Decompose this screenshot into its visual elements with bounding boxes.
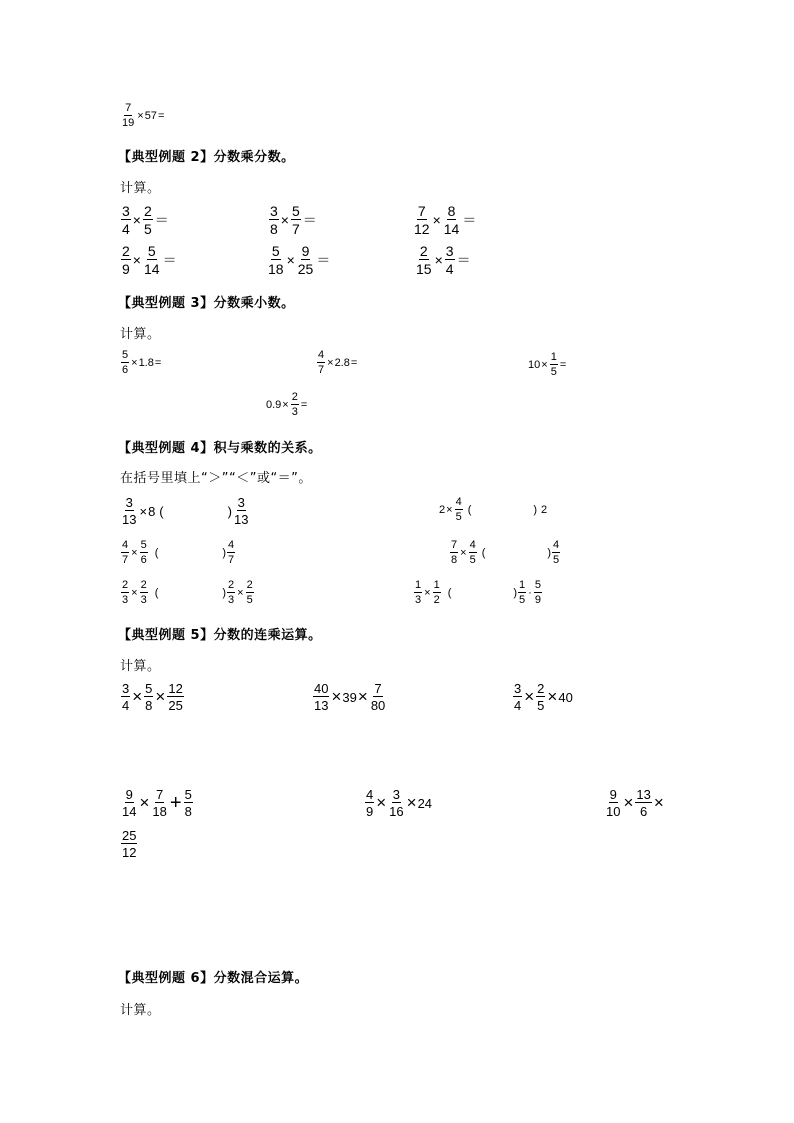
operator: = <box>154 357 162 369</box>
math-term: ( <box>154 547 159 559</box>
operator: × <box>623 793 634 812</box>
operator: × <box>406 793 417 812</box>
denominator: 3 <box>291 406 298 418</box>
ex4-problem-4 <box>449 540 561 566</box>
operator: ＝ <box>162 252 177 268</box>
operator: + <box>169 791 182 814</box>
numerator: 3 <box>270 203 278 219</box>
ex2-problem-3 <box>412 204 477 236</box>
fraction <box>450 540 458 566</box>
fraction <box>143 244 161 276</box>
numerator: 3 <box>125 495 133 510</box>
ex4-problem-5 <box>120 580 255 606</box>
fraction <box>184 788 193 818</box>
numerator: 4 <box>469 539 476 551</box>
denominator: 8 <box>451 554 458 566</box>
fraction <box>534 580 542 606</box>
operator: = <box>157 110 165 122</box>
numerator: 1 <box>415 579 422 591</box>
operator: ＝ <box>316 252 331 268</box>
top-expression <box>120 103 165 129</box>
denominator: 4 <box>122 221 130 237</box>
math-term: 2.8 <box>334 357 350 369</box>
denominator: 18 <box>268 261 284 277</box>
example-2-instruction: 计算。 <box>120 181 161 196</box>
numerator: 7 <box>417 203 426 219</box>
numerator: 2 <box>537 681 545 696</box>
numerator: 40 <box>314 681 329 696</box>
ex2-problem-5 <box>266 244 331 276</box>
math-term: 39 <box>342 689 357 705</box>
fraction <box>291 204 301 236</box>
operator: × <box>132 687 143 706</box>
operator: ＝ <box>154 212 169 228</box>
operator: × <box>446 504 453 516</box>
fraction <box>365 788 374 818</box>
numerator: 1 <box>433 579 440 591</box>
ex2-problem-2 <box>268 204 318 236</box>
operator: × <box>132 252 141 268</box>
numerator: 4 <box>228 539 235 551</box>
numerator: 7 <box>125 102 132 114</box>
denominator: 19 <box>122 117 135 129</box>
denominator: 14 <box>443 221 460 237</box>
denominator: 2 <box>433 594 440 606</box>
operator: = <box>350 357 358 369</box>
fraction <box>370 682 386 712</box>
ex4-problem-2 <box>439 497 547 523</box>
fraction <box>469 540 477 566</box>
fraction <box>513 682 522 712</box>
fraction <box>151 788 167 818</box>
ex4-problem-1 <box>120 496 250 526</box>
denominator: 14 <box>122 804 137 819</box>
ex5-problem-5 <box>364 788 432 818</box>
math-term: 0.9 <box>266 399 282 411</box>
numerator: 5 <box>271 243 280 259</box>
numerator: 5 <box>140 539 147 551</box>
fraction <box>121 244 131 276</box>
operator: = <box>300 399 308 411</box>
operator: × <box>376 793 387 812</box>
example-5-heading: 【典型例题 5】分数的连乘运算。 <box>118 628 322 643</box>
operator: × <box>460 547 467 559</box>
math-term: ) <box>513 587 518 599</box>
fraction <box>140 580 148 606</box>
operator: ＝ <box>462 212 477 228</box>
denominator: 7 <box>291 221 300 237</box>
numerator: 3 <box>445 243 454 259</box>
denominator: 9 <box>534 594 541 606</box>
operator: ＝ <box>456 252 471 268</box>
denominator: 7 <box>228 554 235 566</box>
operator: × <box>327 357 334 369</box>
ex3-problem-4 <box>266 392 308 418</box>
numerator: 13 <box>636 787 651 802</box>
numerator: 2 <box>228 579 235 591</box>
denominator: 9 <box>366 804 374 819</box>
operator: × <box>282 399 289 411</box>
denominator: 25 <box>297 261 314 277</box>
operator: × <box>131 357 138 369</box>
operator: = <box>559 359 567 371</box>
operator: × <box>653 793 664 812</box>
denominator: 5 <box>455 511 462 523</box>
fraction <box>144 682 153 712</box>
math-term: ( <box>467 504 472 516</box>
numerator: 3 <box>514 681 522 696</box>
denominator: 6 <box>640 804 648 819</box>
denominator: 12 <box>122 845 137 860</box>
math-term: ( <box>447 587 452 599</box>
example-4-instruction: 在括号里填上“＞”“＜”或“＝”。 <box>120 471 312 486</box>
operator: × <box>139 503 148 519</box>
numerator: 3 <box>392 787 401 802</box>
fraction <box>121 540 129 566</box>
numerator: 5 <box>291 203 300 219</box>
numerator: 9 <box>125 787 133 802</box>
fraction <box>291 392 299 418</box>
denominator: 8 <box>184 804 192 819</box>
numerator: 3 <box>122 681 130 696</box>
numerator: 2 <box>122 579 129 591</box>
denominator: 5 <box>537 698 545 713</box>
numerator: 2 <box>143 203 152 219</box>
operator: × <box>357 687 368 706</box>
denominator: 3 <box>228 594 235 606</box>
ex4-problem-3 <box>120 540 236 566</box>
numerator: 2 <box>419 243 428 259</box>
operator: × <box>524 687 535 706</box>
math-term: ( <box>481 547 486 559</box>
fraction <box>233 496 249 526</box>
ex5-problem-4 <box>120 788 194 818</box>
fraction <box>414 580 422 606</box>
fraction <box>313 682 329 712</box>
math-term: 8 <box>148 503 156 519</box>
denominator: 4 <box>445 261 454 277</box>
denominator: 25 <box>168 698 183 713</box>
denominator: 80 <box>370 698 386 713</box>
denominator: 5 <box>246 594 253 606</box>
operator: × <box>131 587 138 599</box>
operator: × <box>155 687 166 706</box>
math-term: ( <box>154 587 159 599</box>
fraction <box>536 682 545 712</box>
denominator: 5 <box>469 554 476 566</box>
example-3-instruction: 计算。 <box>120 327 161 342</box>
denominator: 3 <box>122 594 129 606</box>
numerator: 5 <box>184 787 192 802</box>
operator: × <box>331 687 342 706</box>
numerator: 12 <box>168 681 183 696</box>
example-6-instruction: 计算。 <box>120 1003 161 1018</box>
fraction <box>227 580 235 606</box>
fraction <box>297 244 315 276</box>
numerator: 5 <box>534 579 541 591</box>
fraction <box>388 788 404 818</box>
numerator: 4 <box>318 349 325 361</box>
fraction <box>550 352 558 378</box>
numerator: 7 <box>451 539 458 551</box>
numerator: 7 <box>156 787 164 802</box>
operator: × <box>139 793 150 812</box>
fraction <box>140 540 148 566</box>
operator: × <box>547 687 558 706</box>
ex3-problem-1 <box>120 350 162 376</box>
numerator: 3 <box>237 495 245 510</box>
fraction <box>455 497 463 523</box>
denominator: 3 <box>415 594 422 606</box>
denominator: 18 <box>152 804 167 819</box>
denominator: 8 <box>270 221 278 237</box>
numerator: 4 <box>366 787 374 802</box>
fraction <box>227 540 235 566</box>
fraction <box>121 829 137 859</box>
fraction <box>415 244 433 276</box>
numerator: 2 <box>122 243 130 259</box>
denominator: 4 <box>122 698 130 713</box>
denominator: 13 <box>233 512 249 527</box>
operator: × <box>131 547 138 559</box>
numerator: 2 <box>291 391 298 403</box>
ex3-problem-2 <box>316 350 358 376</box>
math-term: ) <box>222 547 227 559</box>
operator: × <box>237 587 244 599</box>
fraction <box>267 244 285 276</box>
operator: × <box>424 587 431 599</box>
numerator: 3 <box>122 203 130 219</box>
operator: × <box>137 110 144 122</box>
fraction <box>121 580 129 606</box>
numerator: 9 <box>301 243 310 259</box>
fraction <box>121 496 137 526</box>
denominator: 5 <box>553 554 560 566</box>
fraction <box>246 580 254 606</box>
numerator: 4 <box>455 496 462 508</box>
denominator: 12 <box>414 221 430 237</box>
operator: × <box>434 252 443 268</box>
denominator: 15 <box>416 261 432 277</box>
denominator: 6 <box>140 554 147 566</box>
operator: × <box>432 212 441 228</box>
fraction <box>167 682 183 712</box>
numerator: 5 <box>147 243 156 259</box>
math-term: ) <box>222 587 227 599</box>
numerator: 5 <box>122 349 129 361</box>
operator: × <box>541 359 548 371</box>
denominator: 8 <box>145 698 153 713</box>
numerator: 2 <box>140 579 147 591</box>
math-term: 1.8 <box>138 357 154 369</box>
denominator: 16 <box>389 804 404 819</box>
numerator: 9 <box>609 787 617 802</box>
fraction <box>433 580 441 606</box>
fraction <box>445 244 455 276</box>
numerator: 7 <box>374 681 382 696</box>
fraction <box>121 350 129 376</box>
math-term: ) <box>227 503 232 519</box>
numerator: 2 <box>246 579 253 591</box>
numerator: 1 <box>550 351 557 363</box>
fraction <box>605 788 621 818</box>
ex4-problem-6 <box>413 580 543 606</box>
ex5-problem-3 <box>512 682 573 712</box>
fraction <box>121 103 135 129</box>
denominator: 13 <box>314 698 329 713</box>
ex5-problem-6-continued <box>120 829 138 859</box>
denominator: 7 <box>318 364 325 376</box>
denominator: 6 <box>122 364 129 376</box>
math-term: ) <box>547 547 552 559</box>
math-term: 2 <box>439 504 446 516</box>
numerator: 25 <box>122 828 137 843</box>
operator: × <box>280 212 289 228</box>
math-term: 57 <box>144 110 157 122</box>
math-term: 2 <box>541 504 548 516</box>
example-4-heading: 【典型例题 4】积与乘数的关系。 <box>118 441 322 456</box>
example-3-heading: 【典型例题 3】分数乘小数。 <box>118 296 295 311</box>
fraction <box>317 350 325 376</box>
fraction <box>121 788 137 818</box>
operator: · <box>528 587 532 599</box>
example-2-heading: 【典型例题 2】分数乘分数。 <box>118 150 295 165</box>
math-term: 40 <box>558 689 573 705</box>
ex5-problem-6 <box>604 788 665 818</box>
ex2-problem-1 <box>120 204 170 236</box>
denominator: 5 <box>519 594 526 606</box>
operator: × <box>286 252 295 268</box>
denominator: 9 <box>122 261 130 277</box>
denominator: 14 <box>143 261 160 277</box>
numerator: 4 <box>122 539 129 551</box>
fraction <box>518 580 526 606</box>
numerator: 5 <box>145 681 153 696</box>
fraction <box>269 204 279 236</box>
fraction <box>121 204 131 236</box>
denominator: 5 <box>550 366 557 378</box>
math-term: ) <box>533 504 538 516</box>
ex3-problem-3 <box>528 352 567 378</box>
numerator: 1 <box>519 579 526 591</box>
fraction <box>443 204 461 236</box>
fraction <box>413 204 431 236</box>
ex5-problem-2 <box>312 682 387 712</box>
fraction <box>635 788 651 818</box>
math-term: 10 <box>528 359 541 371</box>
numerator: 4 <box>553 539 560 551</box>
fraction <box>143 204 153 236</box>
denominator: 7 <box>122 554 129 566</box>
fraction <box>121 682 130 712</box>
numerator: 8 <box>447 203 456 219</box>
ex5-problem-1 <box>120 682 185 712</box>
math-term: 24 <box>417 795 433 811</box>
ex2-problem-4 <box>120 244 178 276</box>
denominator: 13 <box>122 512 137 527</box>
fraction <box>552 540 560 566</box>
ex2-problem-6 <box>414 244 472 276</box>
example-5-instruction: 计算。 <box>120 659 161 674</box>
math-term: ( <box>159 503 164 519</box>
operator: × <box>132 212 141 228</box>
denominator: 10 <box>606 804 621 819</box>
denominator: 3 <box>140 594 147 606</box>
example-6-heading: 【典型例题 6】分数混合运算。 <box>118 971 309 986</box>
denominator: 5 <box>143 221 152 237</box>
operator: ＝ <box>302 212 317 228</box>
denominator: 4 <box>514 698 522 713</box>
